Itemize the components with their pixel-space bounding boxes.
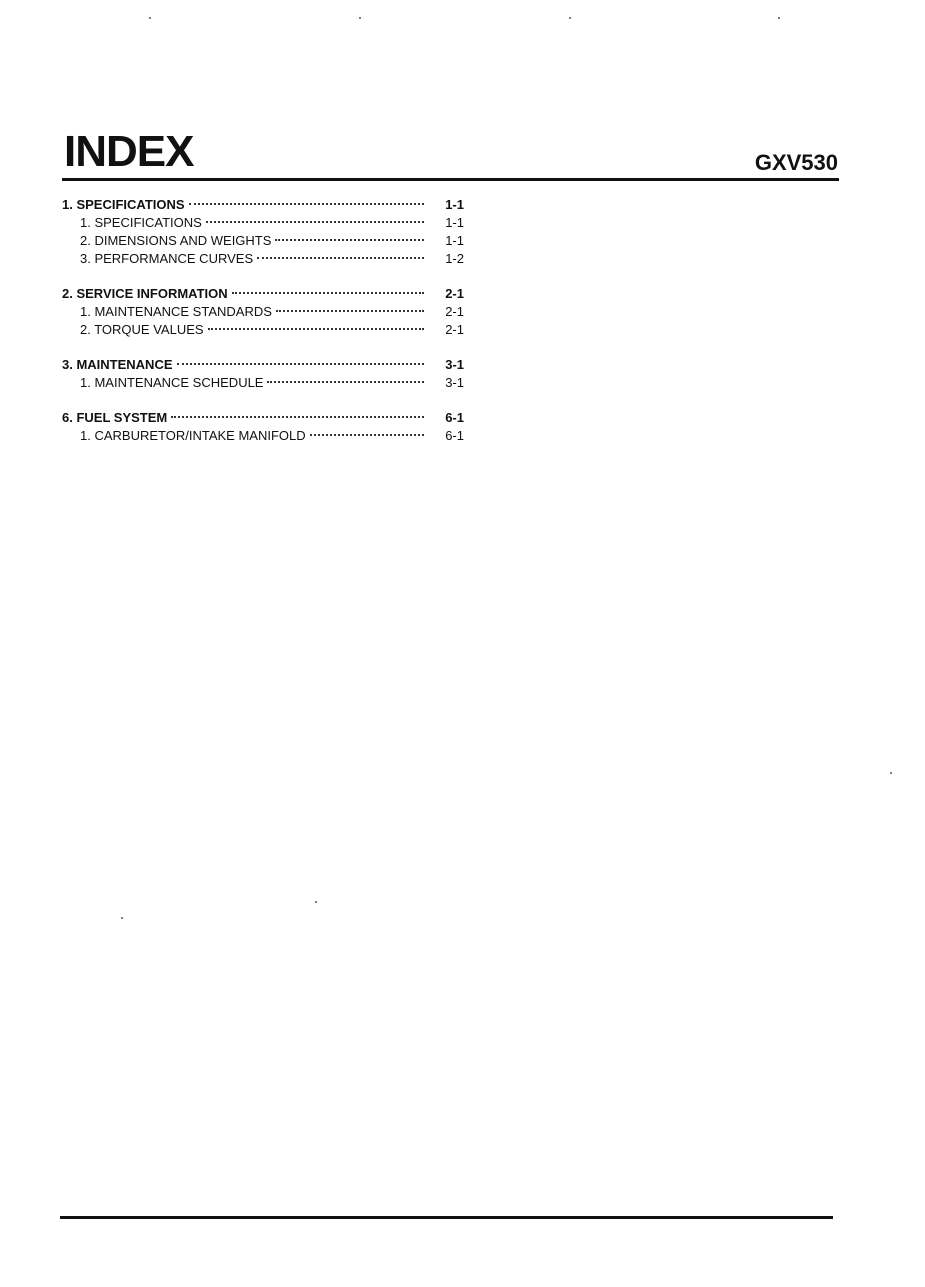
footer-rule: [60, 1216, 833, 1219]
scan-speck: [778, 17, 780, 19]
toc-entry-label: 6. FUEL SYSTEM: [62, 410, 168, 425]
toc-chapter-entry[interactable]: [62, 196, 464, 214]
dot-leader: [232, 292, 424, 294]
toc-entry-page: 2-1: [445, 322, 464, 337]
scan-speck: [315, 901, 317, 903]
toc-entry-page: 3-1: [445, 357, 464, 372]
page-title: INDEX: [64, 127, 194, 176]
toc-subentry[interactable]: [62, 232, 464, 250]
toc-entry-label: 1. SPECIFICATIONS: [80, 215, 202, 230]
dot-leader: [208, 328, 424, 330]
dot-leader: [275, 239, 424, 241]
toc-entry-label: 1. CARBURETOR/INTAKE MANIFOLD: [80, 428, 306, 443]
toc-subentry[interactable]: [62, 250, 464, 268]
scan-speck: [359, 17, 361, 19]
toc-entry-page: 6-1: [445, 410, 464, 425]
dot-leader: [177, 363, 424, 365]
toc-subentry[interactable]: [62, 427, 464, 445]
toc-subentry[interactable]: [62, 214, 464, 232]
table-of-contents: [62, 196, 464, 462]
toc-entry-page: 3-1: [445, 375, 464, 390]
toc-entry-page: 1-1: [445, 215, 464, 230]
dot-leader: [257, 257, 424, 259]
toc-chapter-entry[interactable]: [62, 285, 464, 303]
scan-speck: [121, 917, 123, 919]
toc-section: [62, 356, 464, 392]
model-name: GXV530: [754, 150, 838, 175]
toc-entry-page: 1-1: [445, 233, 464, 248]
toc-entry-page: 2-1: [445, 286, 464, 301]
toc-subentry[interactable]: [62, 303, 464, 321]
toc-entry-page: 1-2: [445, 251, 464, 266]
toc-entry-label: 3. PERFORMANCE CURVES: [80, 251, 254, 266]
header-rule: [62, 178, 839, 181]
toc-entry-label: 2. SERVICE INFORMATION: [62, 286, 228, 301]
toc-chapter-entry[interactable]: [62, 409, 464, 427]
toc-entry-label: 3. MAINTENANCE: [62, 357, 173, 372]
toc-entry-label: 1. MAINTENANCE SCHEDULE: [80, 375, 264, 390]
scan-speck: [890, 772, 892, 774]
dot-leader: [276, 310, 424, 312]
dot-leader: [189, 203, 424, 205]
scan-speck: [569, 17, 571, 19]
toc-entry-page: 1-1: [445, 197, 464, 212]
toc-section: [62, 285, 464, 339]
dot-leader: [206, 221, 424, 223]
toc-section: [62, 409, 464, 445]
toc-entry-label: 1. SPECIFICATIONS: [62, 197, 185, 212]
dot-leader: [267, 381, 424, 383]
toc-chapter-entry[interactable]: [62, 356, 464, 374]
toc-entry-page: 2-1: [445, 304, 464, 319]
dot-leader: [171, 416, 424, 418]
toc-entry-label: 2. DIMENSIONS AND WEIGHTS: [80, 233, 272, 248]
toc-subentry[interactable]: [62, 321, 464, 339]
toc-entry-page: 6-1: [445, 428, 464, 443]
toc-subentry[interactable]: [62, 374, 464, 392]
toc-entry-label: 1. MAINTENANCE STANDARDS: [80, 304, 272, 319]
scan-speck: [149, 17, 151, 19]
toc-section: [62, 196, 464, 268]
toc-entry-label: 2. TORQUE VALUES: [80, 322, 204, 337]
dot-leader: [310, 434, 424, 436]
